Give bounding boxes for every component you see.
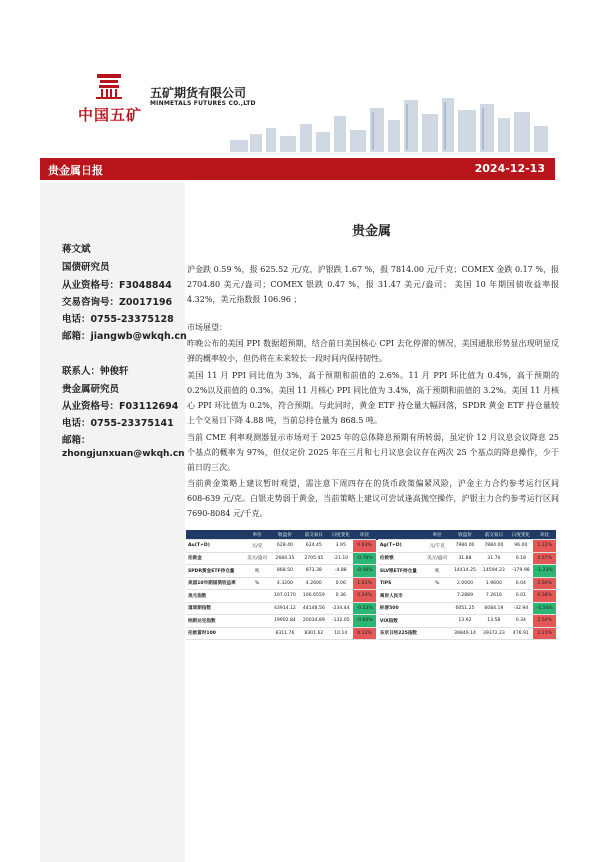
- table-cell: [244, 590, 271, 603]
- instrument-name-cell: TIPS: [378, 577, 424, 590]
- table-row: [186, 602, 556, 615]
- table-header-cell: 日度变化: [328, 530, 353, 540]
- contact-email: zhongjunxuan@wkqh.cn: [62, 449, 185, 459]
- table-cell: [244, 615, 271, 628]
- group-logo-text: 中国五矿: [78, 106, 143, 124]
- contact-phone: 电话：0755-23375141: [62, 418, 174, 429]
- table-cell: 873.38: [299, 565, 328, 578]
- report-date: 2024-12-13: [474, 162, 545, 175]
- table-header-cell: 环比: [533, 530, 556, 540]
- table-cell: 7.2889: [451, 590, 480, 603]
- change-percent-cell: 1.21%: [533, 627, 556, 640]
- outlook-heading: 市场展望：: [187, 323, 227, 332]
- table-row: [186, 627, 556, 640]
- report-header: [0, 0, 595, 150]
- market-summary: 沪金跌 0.59 %，报 625.52 元/克，沪银跌 1.67 %，报 7814.00 元/千克；COMEX 金跌 0.17 %，报 2704.80 美元/盎司；COMEX 银跌 0.47 %，报 31.47 美元/盎司； 美国 10 年期国债收益率报 4.32%，美元指数报 106.96 ；: [187, 265, 559, 304]
- table-cell: 13.92: [451, 615, 480, 628]
- instrument-name-cell: 美国10年期国债收益率: [186, 577, 244, 590]
- table-header-row: [186, 530, 556, 540]
- table-header-cell: [186, 530, 244, 540]
- contact-email-label: 邮箱：: [62, 435, 91, 446]
- section-title: 贵金属: [352, 224, 392, 239]
- table-cell: 7884.00: [479, 540, 508, 553]
- table-cell: 4.2600: [299, 577, 328, 590]
- instrument-name-cell: 东京日经225指数: [378, 627, 424, 640]
- table-row: [186, 565, 556, 578]
- table-cell: 96.00: [508, 540, 533, 553]
- table-cell: 7980.00: [451, 540, 480, 553]
- change-percent-cell: 0.34%: [353, 590, 376, 603]
- table-header-cell: 前交易日: [299, 530, 328, 540]
- instrument-name-cell: Ag(T+D): [378, 540, 424, 553]
- table-cell: %: [424, 577, 451, 590]
- table-cell: -32.94: [508, 602, 533, 615]
- change-percent-cell: 0.63%: [353, 540, 376, 553]
- table-cell: 44148.56: [299, 602, 328, 615]
- table-cell: 2705.45: [299, 552, 328, 565]
- instrument-name-cell: 道琼斯指数: [186, 602, 244, 615]
- instrument-name-cell: 伦敦银: [378, 552, 424, 565]
- change-percent-cell: -1.23%: [533, 565, 556, 578]
- analyst-name: 蒋文斌: [62, 244, 91, 255]
- instrument-name-cell: 标普500: [378, 602, 424, 615]
- table-header-cell: 日度变化: [508, 530, 533, 540]
- table-cell: 107.0170: [270, 590, 299, 603]
- table-cell: 10.14: [328, 627, 353, 640]
- report-title-bar: [40, 158, 555, 180]
- change-percent-cell: 0.12%: [353, 627, 376, 640]
- table-cell: 20034.89: [299, 615, 328, 628]
- change-percent-cell: -0.54%: [533, 602, 556, 615]
- table-cell: 19902.84: [270, 615, 299, 628]
- table-cell: 8311.76: [270, 627, 299, 640]
- change-percent-cell: -0.78%: [353, 552, 376, 565]
- table-cell: [424, 627, 451, 640]
- table-cell: 31.70: [479, 552, 508, 565]
- table-row: [186, 577, 556, 590]
- instrument-name-cell: SLV银ETF持仓量: [378, 565, 424, 578]
- table-cell: -234.44: [328, 602, 353, 615]
- contact-name: 联系人：钟俊轩: [62, 366, 129, 377]
- contact-license: 从业资格号：F03112694: [62, 401, 179, 412]
- table-cell: 2.0000: [451, 577, 480, 590]
- table-cell: 美元/盎司: [424, 552, 451, 565]
- table-row: [186, 540, 556, 553]
- table-row: [186, 615, 556, 628]
- table-cell: 吨: [244, 565, 271, 578]
- report-type: 贵金属日报: [48, 164, 103, 177]
- analyst-role: 国债研究员: [62, 262, 110, 273]
- table-cell: 624.45: [299, 540, 328, 553]
- instrument-name-cell: 伦敦金: [186, 552, 244, 565]
- table-header-cell: 单位: [424, 530, 451, 540]
- table-cell: 39372.23: [479, 627, 508, 640]
- table-cell: 628.40: [270, 540, 299, 553]
- table-cell: 吨: [424, 565, 451, 578]
- analyst-phone: 电话：0755-23375128: [62, 314, 174, 325]
- company-name-cn: 五矿期货有限公司: [150, 86, 247, 100]
- instrument-name-cell: Au(T+D): [186, 540, 244, 553]
- table-cell: 美元/盎司: [244, 552, 271, 565]
- table-cell: [424, 590, 451, 603]
- outlook-paragraph-inflation: 昨晚公布的美国 PPI 数据超预期，结合前日美国核心 CPI 去化停滞的情况，美国通胀形势显出现明显反弹的概率较小，但仍将在未来较长一段时间内保持韧性。: [187, 339, 559, 363]
- analyst-license: 从业资格号：F3048844: [62, 280, 172, 291]
- table-cell: 0.06: [328, 577, 353, 590]
- table-row: [186, 590, 556, 603]
- table-cell: -179.98: [508, 565, 533, 578]
- change-percent-cell: 0.38%: [533, 590, 556, 603]
- market-data-table: [186, 530, 556, 640]
- table-cell: [244, 627, 271, 640]
- table-cell: 0.04: [508, 577, 533, 590]
- table-header-cell: 环比: [353, 530, 376, 540]
- change-percent-cell: 0.57%: [533, 552, 556, 565]
- city-skyline-graphic: [230, 90, 555, 152]
- table-cell: 43914.12: [270, 602, 299, 615]
- table-cell: 868.50: [270, 565, 299, 578]
- table-header-cell: [378, 530, 424, 540]
- table-cell: 7.2616: [479, 590, 508, 603]
- outlook-paragraph-rates: 当前 CME 利率观测器显示市场对于 2025 年的总体降息预期有所转弱，虽定价 12 月议息会议降息 25 个基点的概率为 97%，但仅定价 2025 年在三月和七月议息会议存在两次 25 个基点的降息操作，少于前日的三次。: [187, 433, 559, 472]
- instrument-name-cell: 美元指数: [186, 590, 244, 603]
- table-cell: 1.9600: [479, 577, 508, 590]
- table-cell: 0.18: [508, 552, 533, 565]
- change-percent-cell: 1.41%: [353, 577, 376, 590]
- analyst-consult-license: 交易咨询号：Z0017196: [62, 297, 173, 308]
- table-cell: -4.88: [328, 565, 353, 578]
- contact-role: 贵金属研究员: [62, 384, 120, 395]
- minmetals-emblem-icon: [94, 70, 124, 100]
- table-cell: %: [244, 577, 271, 590]
- table-cell: 0.01: [508, 590, 533, 603]
- table-cell: -21.10: [328, 552, 353, 565]
- table-cell: 3.95: [328, 540, 353, 553]
- table-cell: 476.91: [508, 627, 533, 640]
- table-cell: [244, 602, 271, 615]
- table-cell: 6051.25: [451, 602, 480, 615]
- table-row: [186, 552, 556, 565]
- instrument-name-cell: 伦敦富时100: [186, 627, 244, 640]
- instrument-name-cell: VIX指数: [378, 615, 424, 628]
- table-cell: 元/千克: [424, 540, 451, 553]
- change-percent-cell: 2.50%: [533, 615, 556, 628]
- change-percent-cell: 2.04%: [533, 577, 556, 590]
- table-header-cell: 前交易日: [479, 530, 508, 540]
- table-cell: 14414.25: [451, 565, 480, 578]
- table-cell: 8301.62: [299, 627, 328, 640]
- change-percent-cell: -0.66%: [353, 615, 376, 628]
- instrument-name-cell: 离岸人民币: [378, 590, 424, 603]
- table-header-cell: 收盘价: [270, 530, 299, 540]
- table-cell: 4.3200: [270, 577, 299, 590]
- instrument-name-cell: 纳斯达克指数: [186, 615, 244, 628]
- table-cell: 0.34: [508, 615, 533, 628]
- outlook-paragraph-ppi: 美国 11 月 PPI 同比值为 3%，高于预期和前值的 2.6%。11 月 PPI 环比值为 0.4%，高于预期的 0.2%以及前值的 0.3%。美国 11 月核心 PPI 同比值为 3.4%，高于预期和前值的 3.2%。美国 11 月核心 PPI 环比值为 0.2%，符合预期。与此同时，黄金 ETF 持仓量大幅回落，SPDR 黄金 ETF 持仓量较上个交易日下降 4.88 吨，当前总持仓量为 868.5 吨。: [187, 371, 559, 425]
- change-percent-cell: 1.22%: [533, 540, 556, 553]
- table-cell: [424, 615, 451, 628]
- table-cell: -132.05: [328, 615, 353, 628]
- table-cell: 元/克: [244, 540, 271, 553]
- change-percent-cell: -0.53%: [353, 602, 376, 615]
- analyst-email: 邮箱：jiangwb@wkqh.cn: [62, 331, 187, 342]
- company-name-en: MINMETALS FUTURES CO.,LTD: [150, 100, 256, 107]
- table-cell: 14594.23: [479, 565, 508, 578]
- table-cell: 39849.14: [451, 627, 480, 640]
- table-header-cell: 单位: [244, 530, 271, 540]
- outlook-paragraph-strategy: 当前黄金策略上建议暂时观望，需注意下周四存在的货币政策偏紧风险，沪金主力合约参考运行区间 608-639 元/克。白银走势弱于黄金，当前策略上建议可尝试逢高抛空操作，沪银主力合约参考运行区间 7690-8084 元/千克。: [187, 479, 559, 518]
- table-header-cell: 收盘价: [451, 530, 480, 540]
- change-percent-cell: -0.56%: [353, 565, 376, 578]
- table-cell: 31.88: [451, 552, 480, 565]
- instrument-name-cell: SPDR黄金ETF持仓量: [186, 565, 244, 578]
- table-cell: 6084.19: [479, 602, 508, 615]
- table-cell: 2684.35: [270, 552, 299, 565]
- table-cell: [424, 602, 451, 615]
- table-cell: 0.36: [328, 590, 353, 603]
- table-cell: 106.6559: [299, 590, 328, 603]
- table-cell: 13.58: [479, 615, 508, 628]
